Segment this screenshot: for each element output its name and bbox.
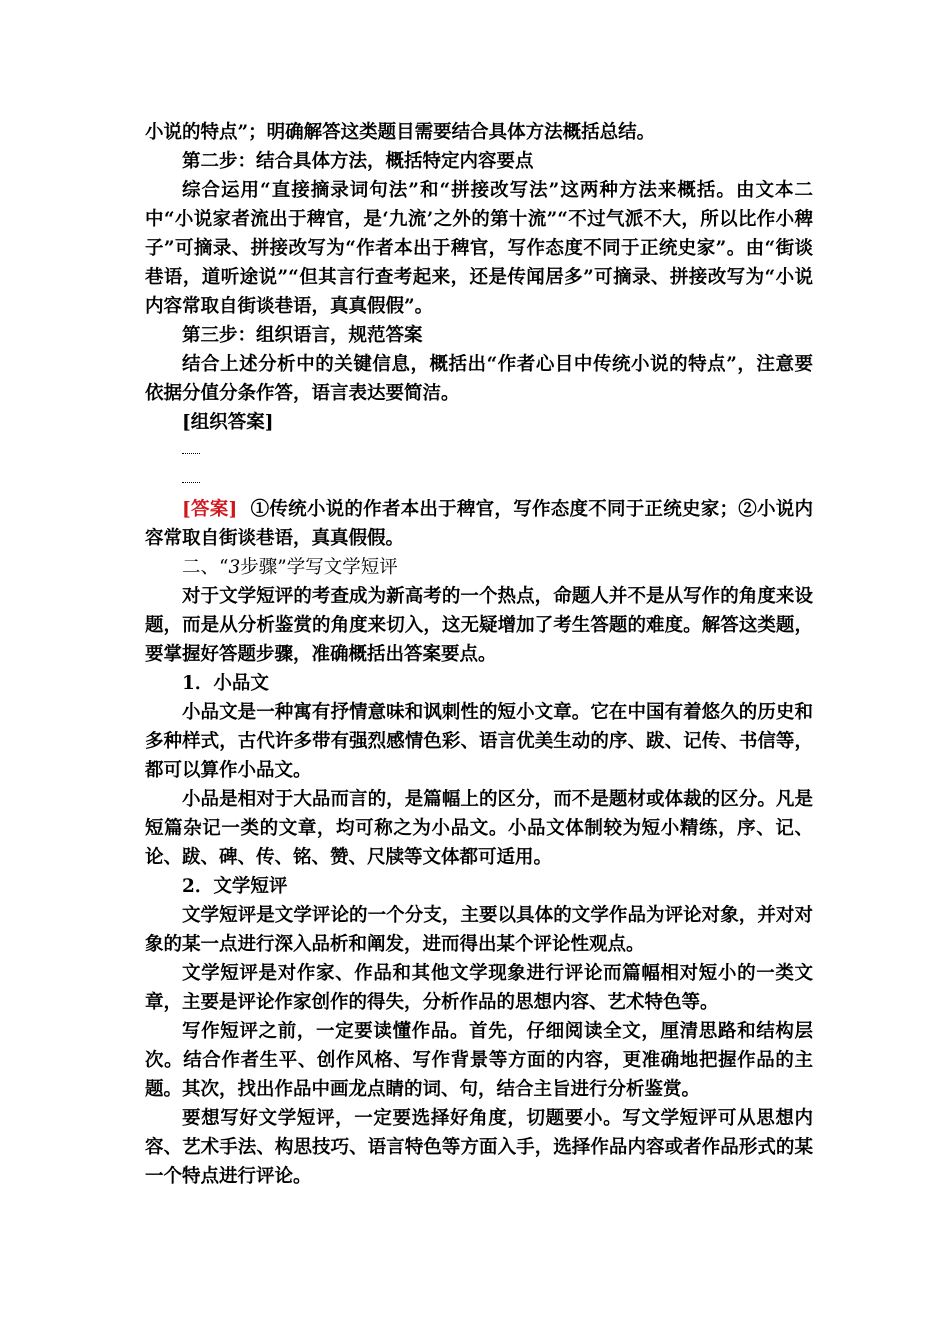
paragraph-8: 文学短评是对作家、作品和其他文学现象进行评论而篇幅相对短小的一类文章，主要是评论作家创作的得失，分析作品的思想内容、艺术特色等。 <box>145 963 813 1013</box>
organize-answer-label: [组织答案] <box>182 412 274 433</box>
section-2-prefix: 二、“ <box>182 557 229 578</box>
answer-paragraph <box>145 495 813 553</box>
document-page <box>145 118 813 1191</box>
section-2-suffix: 步骤”学写文学短评 <box>240 557 398 578</box>
paragraph-7: 文学短评是文学评论的一个分支，主要以具体的文学作品为评论对象，并对对象的某一点进行深入品析和阐发，进而得出某个评论性观点。 <box>145 905 813 955</box>
section-2-heading <box>145 553 813 582</box>
paragraph-3: 结合上述分析中的关键信息，概括出“作者心目中传统小说的特点”，注意要依据分值分条作答，语言表达要简洁。 <box>145 354 813 404</box>
paragraph-5: 小品文是一种寓有抒情意味和讽刺性的短小文章。它在中国有着悠久的历史和多种样式，古代许多带有强烈感情色彩、语言优美生动的序、跋、记传、书信等，都可以算作小品文。 <box>145 702 813 781</box>
paragraph-10: 要想写好文学短评，一定要选择好角度，切题要小。写文学短评可从思想内容、艺术手法、构思技巧、语言特色等方面入手，选择作品内容或者作品形式的某一个特点进行评论。 <box>145 1108 813 1187</box>
answer-blank-2 <box>182 466 200 495</box>
paragraph-1: 小说的特点”；明确解答这类题目需要结合具体方法概括总结。 <box>145 122 656 143</box>
answer-text: ①传统小说的作者本出于稗官，写作态度不同于正统史家；②小说内容常取自街谈巷语，真真假假。 <box>145 499 813 549</box>
heading-1: 1．小品文 <box>182 673 269 694</box>
step-3-title: 第三步：组织语言，规范答案 <box>182 325 423 346</box>
heading-2: 2．文学短评 <box>182 876 288 897</box>
answer-blank-1 <box>182 437 200 466</box>
step-2-title: 第二步：结合具体方法，概括特定内容要点 <box>182 151 534 172</box>
paragraph-6: 小品是相对于大品而言的，是篇幅上的区分，而不是题材或体裁的区分。凡是短篇杂记一类的文章，均可称之为小品文。小品文体制较为短小精练，序、记、论、跋、碑、传、铭、赞、尺牍等文体都可适用。 <box>145 789 813 868</box>
answer-label: [答案] <box>182 499 238 520</box>
paragraph-4: 对于文学短评的考查成为新高考的一个热点，命题人并不是从写作的角度来设题，而是从分析鉴赏的角度来切入，这无疑增加了考生答题的难度。解答这类题，要掌握好答题步骤，准确概括出答案要点。 <box>145 586 813 665</box>
paragraph-9: 写作短评之前，一定要读懂作品。首先，仔细阅读全文，厘清思路和结构层次。结合作者生平、创作风格、写作背景等方面的内容，更准确地把握作品的主题。其次，找出作品中画龙点睛的词、句，结合主旨进行分析鉴赏。 <box>145 1021 813 1100</box>
section-2-number: 3 <box>228 557 241 578</box>
paragraph-2: 综合运用“直接摘录词句法”和“拼接改写法”这两种方法来概括。由文本二中“小说家者流出于稗官，是‘九流’之外的第十流”“不过气派不大，所以比作小稗子”可摘录、拼接改写为“作者本出于稗官，写作态度不同于正统史家”。由“街谈巷语，道听途说”“但其言行查考起来，还是传闻居多”可摘录、拼接改写为“小说内容常取自街谈巷语，真真假假”。 <box>145 180 813 317</box>
